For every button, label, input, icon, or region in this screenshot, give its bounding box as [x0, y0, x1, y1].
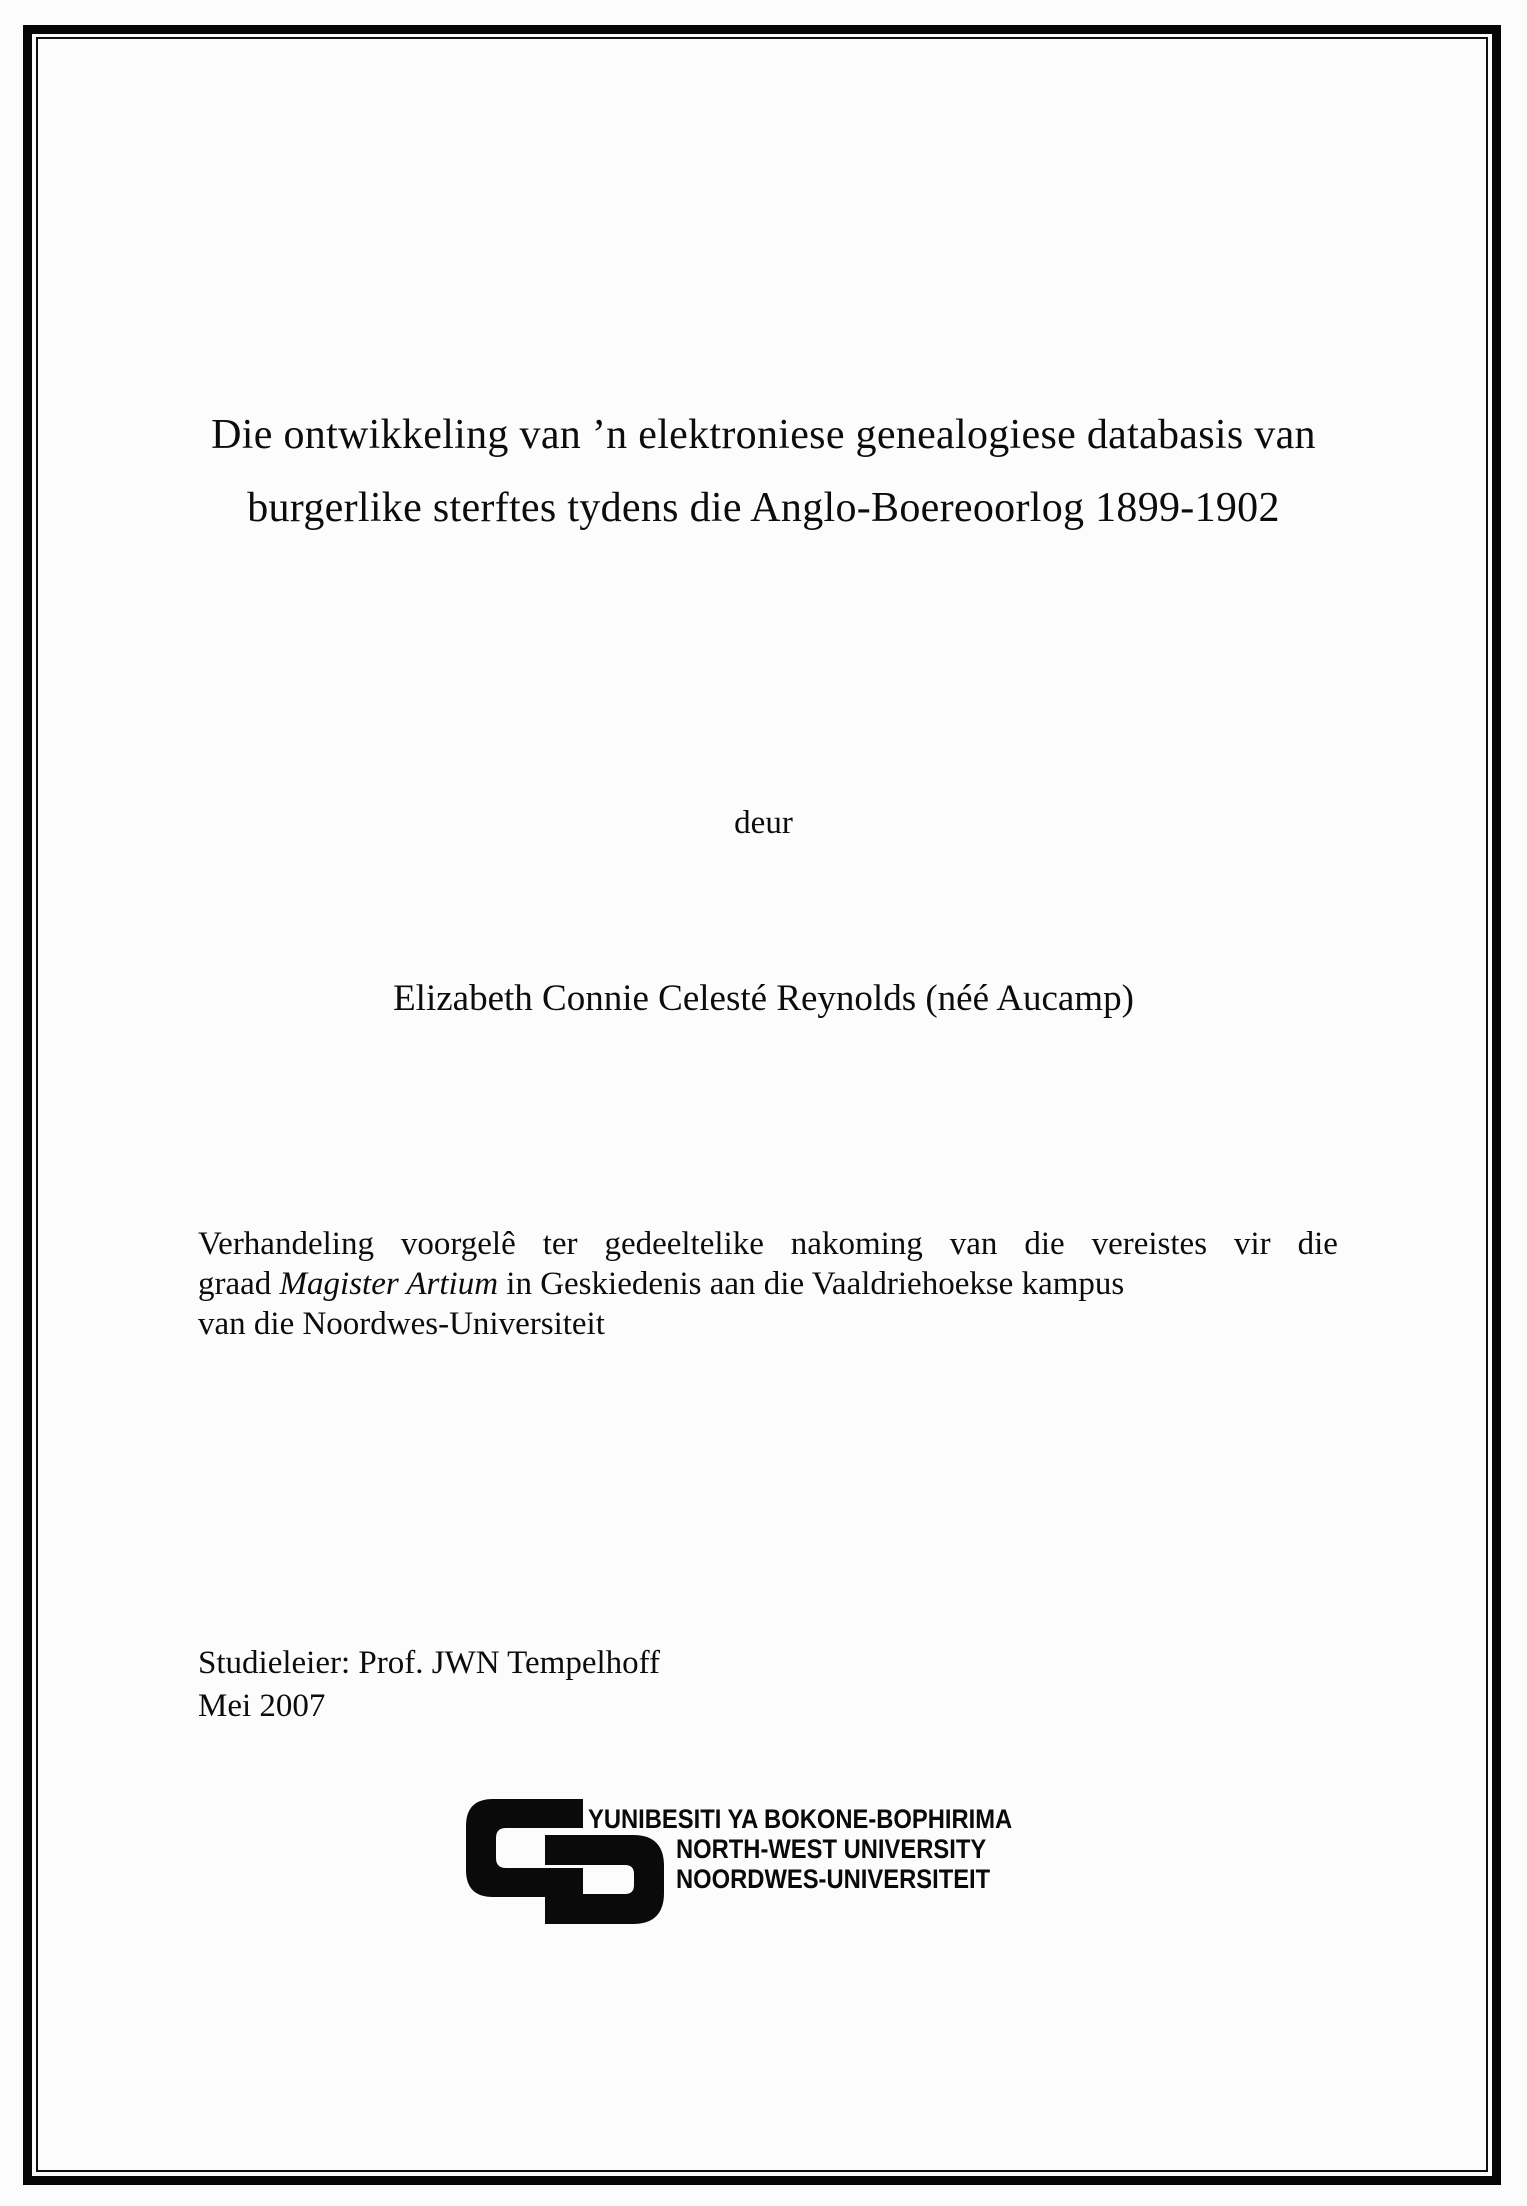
university-logo: [465, 1798, 1070, 1924]
logo-text-setswana: YUNIBESITI YA BOKONE-BOPHIRIMA: [588, 1804, 1013, 1834]
thesis-statement-line-2: [198, 1264, 1338, 1304]
statement-word: die: [1297, 1226, 1338, 1262]
thesis-statement: [198, 1224, 1338, 1344]
date-line: Mei 2007: [198, 1688, 326, 1724]
logo-text-english: NORTH-WEST UNIVERSITY: [676, 1834, 987, 1864]
statement-word: gedeeltelike: [604, 1226, 764, 1262]
author-name: Elizabeth Connie Celesté Reynolds (néé Aucamp): [393, 978, 1134, 1019]
thesis-title-line-1: Die ontwikkeling van ’n elektroniese genealogiese databasis van: [211, 412, 1316, 458]
thesis-statement-line-1: [198, 1224, 1338, 1264]
statement-line2-post: in Geskiedenis aan die Vaaldriehoekse kampus: [498, 1266, 1125, 1302]
supervisor-line: Studieleier: Prof. JWN Tempelhoff: [198, 1645, 661, 1681]
supervisor-block: [198, 1642, 660, 1728]
statement-word: van: [949, 1226, 998, 1262]
thesis-statement-line-3: van die Noordwes-Universiteit: [198, 1306, 605, 1342]
statement-word: die: [1024, 1226, 1065, 1262]
statement-word: voorgelê: [400, 1226, 516, 1262]
statement-word: Verhandeling: [198, 1226, 374, 1262]
thesis-title-line-2: burgerlike sterftes tydens die Anglo-Boereoorlog 1899-1902: [247, 485, 1280, 531]
statement-word: ter: [542, 1226, 578, 1262]
statement-word: vir: [1233, 1226, 1271, 1262]
thesis-title: [0, 399, 1527, 545]
statement-word: nakoming: [790, 1226, 923, 1262]
logo-text-afrikaans: NOORDWES-UNIVERSITEIT: [676, 1864, 991, 1894]
statement-word: vereistes: [1091, 1226, 1208, 1262]
byline-label: deur: [734, 805, 793, 841]
statement-line2-pre: graad: [198, 1266, 280, 1302]
statement-degree-name: Magister Artium: [279, 1266, 499, 1302]
university-logo-text: [588, 1798, 1012, 1894]
